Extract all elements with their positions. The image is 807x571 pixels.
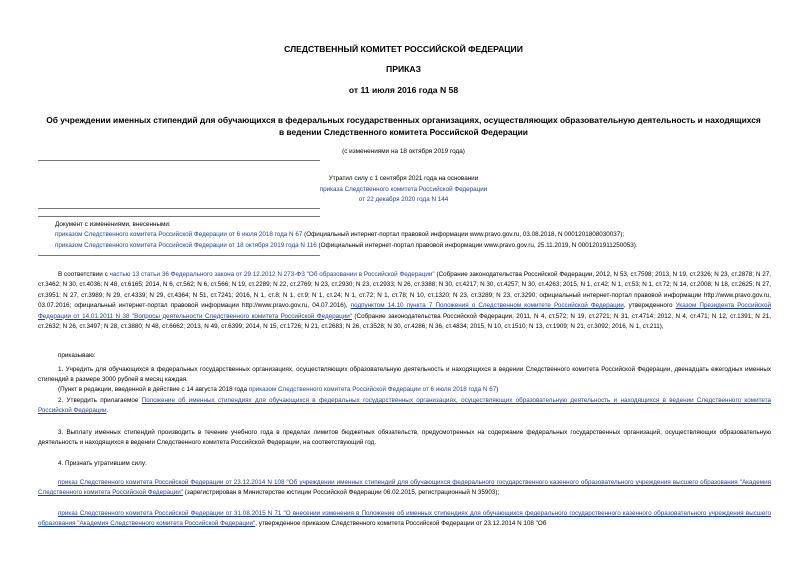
lost-force-note <box>250 174 557 206</box>
law-link[interactable]: частью 13 статьи 36 Федерального закона от 29.12.2012 N 273-ФЗ "Об образовании в Российской Федерации" <box>109 271 435 278</box>
repealed-link[interactable]: приказ Следственного комитета Российской Федерации от 31.08.2015 N 71 "О внесении изменения в Положение об именных стипендиях для обучающихся федерального государственного казенного образовательного учреждения высшего образования "Академия Следственного комитета Российской Федерации" <box>38 510 771 528</box>
preamble-text: , утвержденного <box>623 302 676 310</box>
divider <box>38 208 320 209</box>
lost-force-text: Утратил силу с 1 сентября 2021 года на основании <box>328 175 479 182</box>
preamble-text: В соответствии с <box>58 271 110 278</box>
amendment-link[interactable]: приказом Следственного комитета Российской Федерации от 18 октября 2019 года N 116 <box>55 241 317 249</box>
repealed-link[interactable]: приказ Следственного комитета Российской Федерации от 23.12.2014 N 108 "Об учреждении именных стипендий для обучающихся федерального государственного казенного образовательного учреждения высшего образования "Академия Следственного комитета Российской Федерации" <box>38 479 771 497</box>
clause-1: 1. Учредить для обучающихся в федеральных государственных организациях, осуществляющих образовательную деятельность и находящихся в ведении Следственного комитета Российской Федерации, двенадцать ежегодных именных стипендий в размере 3000 рублей в месяц каждая. <box>38 366 771 384</box>
decree-link[interactable]: Указом Президента Российской Федерации от 14.01.2011 N 38 "Вопросы деятельности Следственного комитета Российской Федерации" <box>38 302 771 320</box>
amendments-heading: Документ с изменениями, внесенными: <box>55 221 171 228</box>
date-number: от 11 июля 2016 года N 58 <box>348 85 459 95</box>
amendments-block <box>55 220 771 251</box>
preamble-text: (Собрание законодательства Российской Федерации, 2012, N 53, ст.7598; 2013, N 19, ст.2326; N 23, ст.2878; N 27, ст.3462; N 30, ст.4036; N 48, ст.6165; 2014, N 6, ст.562; N 6, ст.566; N 19, ст.2289; N 22, ст.2769; N 23, ст.2930; N 23, ст.2933; N 26, ст.3388; N 30, ст.4217; N 30, ст.4257; N 30, ст.4263; 2015, N 1, ст.42; N 1, ст.53; N 1, ст.72; N 14, ст.2008; N 18, ст.2625; N 27, ст.3951; N 27, ст.3989; N 29, ст.4339; N 29, ст.4364; N 51, ст.7241; 2016, N 1, ст.8; N 1, ст.9; N 1, ст.24; N 1, ст.72; N 1, ст.78; N 10, ст.1320; N 23, ст.3289; N 23, ст.3290; официальный интернет-портал правовой информации http://www.pravo.gov.ru, 03.07.2016; официальный интернет-портал правовой информации http://www.pravo.gov.ru, 04.07.2016), <box>38 271 771 310</box>
divider <box>38 216 320 217</box>
clause-3: 3. Выплату именных стипендий производить в течение учебного года в пределах лимитов бюджетных обязательств, предусмотренных на содержание федеральных государственных организаций, осуществляющих образовательную деятельность и находящихся в ведении Следственного комитета Российской Федерации, на соответствующий год. <box>38 429 771 447</box>
amendment-source: (Официальный интернет-портал правовой информации www.pravo.gov.ru, 25.11.2019, N 0001201911250053). <box>316 241 638 249</box>
edition-note: (с изменениями на 18 октября 2019 года) <box>342 148 465 155</box>
clause-text: . <box>106 407 109 415</box>
divider <box>38 255 320 256</box>
amendment-item <box>55 230 771 240</box>
lost-force-link-date[interactable]: от 22 декабря 2020 года N 144 <box>358 196 449 203</box>
clause-4: 4. Признать утратившим силу: <box>58 460 147 467</box>
amendment-source: (Официальный интернет-портал правовой информации www.pravo.gov.ru, 03.08.2018, N 0001201808030037); <box>302 231 625 239</box>
note-text: ) <box>496 386 499 393</box>
clause-text: 2. Утвердить прилагаемое <box>58 397 142 404</box>
divider <box>38 160 320 161</box>
regulation-link[interactable]: Положение об именных стипендиях для обучающихся в федеральных государственных организациях, осуществляющих образовательную деятельность и находящихся в ведении Следственного комитета Российской Федерации <box>38 397 772 415</box>
repealed-item <box>38 478 771 499</box>
regulation-link[interactable]: подпунктом 14.10 пункта 7 Положения о Следственном комитете Российской Федерации <box>350 302 624 310</box>
repealed-text: , утвержденное приказом Следственного комитета Российской Федерации от 23.12.2014 N 108 "Об <box>255 520 547 528</box>
repealed-item <box>38 509 771 530</box>
document-title: Об учреждении именных стипендий для обучающихся в федеральных государственных организациях, осуществляющих образовательную деятельность и находящихся в ведении Следственного комитета Российской Федерации <box>46 115 761 137</box>
order-word: приказываю: <box>58 352 96 359</box>
preamble-paragraph <box>38 270 771 332</box>
doc-type-heading: ПРИКАЗ <box>386 64 421 74</box>
repealed-text: (зарегистрирован в Министерстве юстиции Российской Федерации 06.02.2015, регистрационный N 35903); <box>183 489 500 497</box>
lost-force-link[interactable]: приказа Следственного комитета Российской Федерации <box>319 185 488 193</box>
clause-1-note <box>38 385 771 395</box>
note-text: (Пункт в редакции, введенной в действие с 14 августа 2018 года <box>58 386 249 393</box>
org-heading: СЛЕДСТВЕННЫЙ КОМИТЕТ РОССИЙСКОЙ ФЕДЕРАЦИИ <box>284 44 523 54</box>
preamble-text: (Собрание законодательства Российской Федерации, 2011, N 4, ст.572; N 19, ст.2721; N 31, ст.4714; 2012, N 4, ст.471; N 12, ст.1391; N 21, ст.2632; N 26, ст.3497; N 28, ст.3880; N 48, ст.6662; 2013, N 49, ст.6399; 2014, N 15, ст.1726; N 21, ст.2683; N 26, ст.3528; N 30, ст.4286; N 36, ст.4834; 2015, N 10, ст.1510; N 13, ст.1909; N 21, ст.3092; 2016, N 1, ст.211), <box>38 312 771 331</box>
amendment-item <box>55 241 771 251</box>
amendment-link[interactable]: приказом Следственного комитета Российской Федерации от 6 июля 2018 года N 67 <box>55 231 303 239</box>
note-link[interactable]: приказом Следственного комитета Российской Федерации от 6 июля 2018 года N 67 <box>248 386 497 393</box>
clause-2 <box>38 396 771 417</box>
